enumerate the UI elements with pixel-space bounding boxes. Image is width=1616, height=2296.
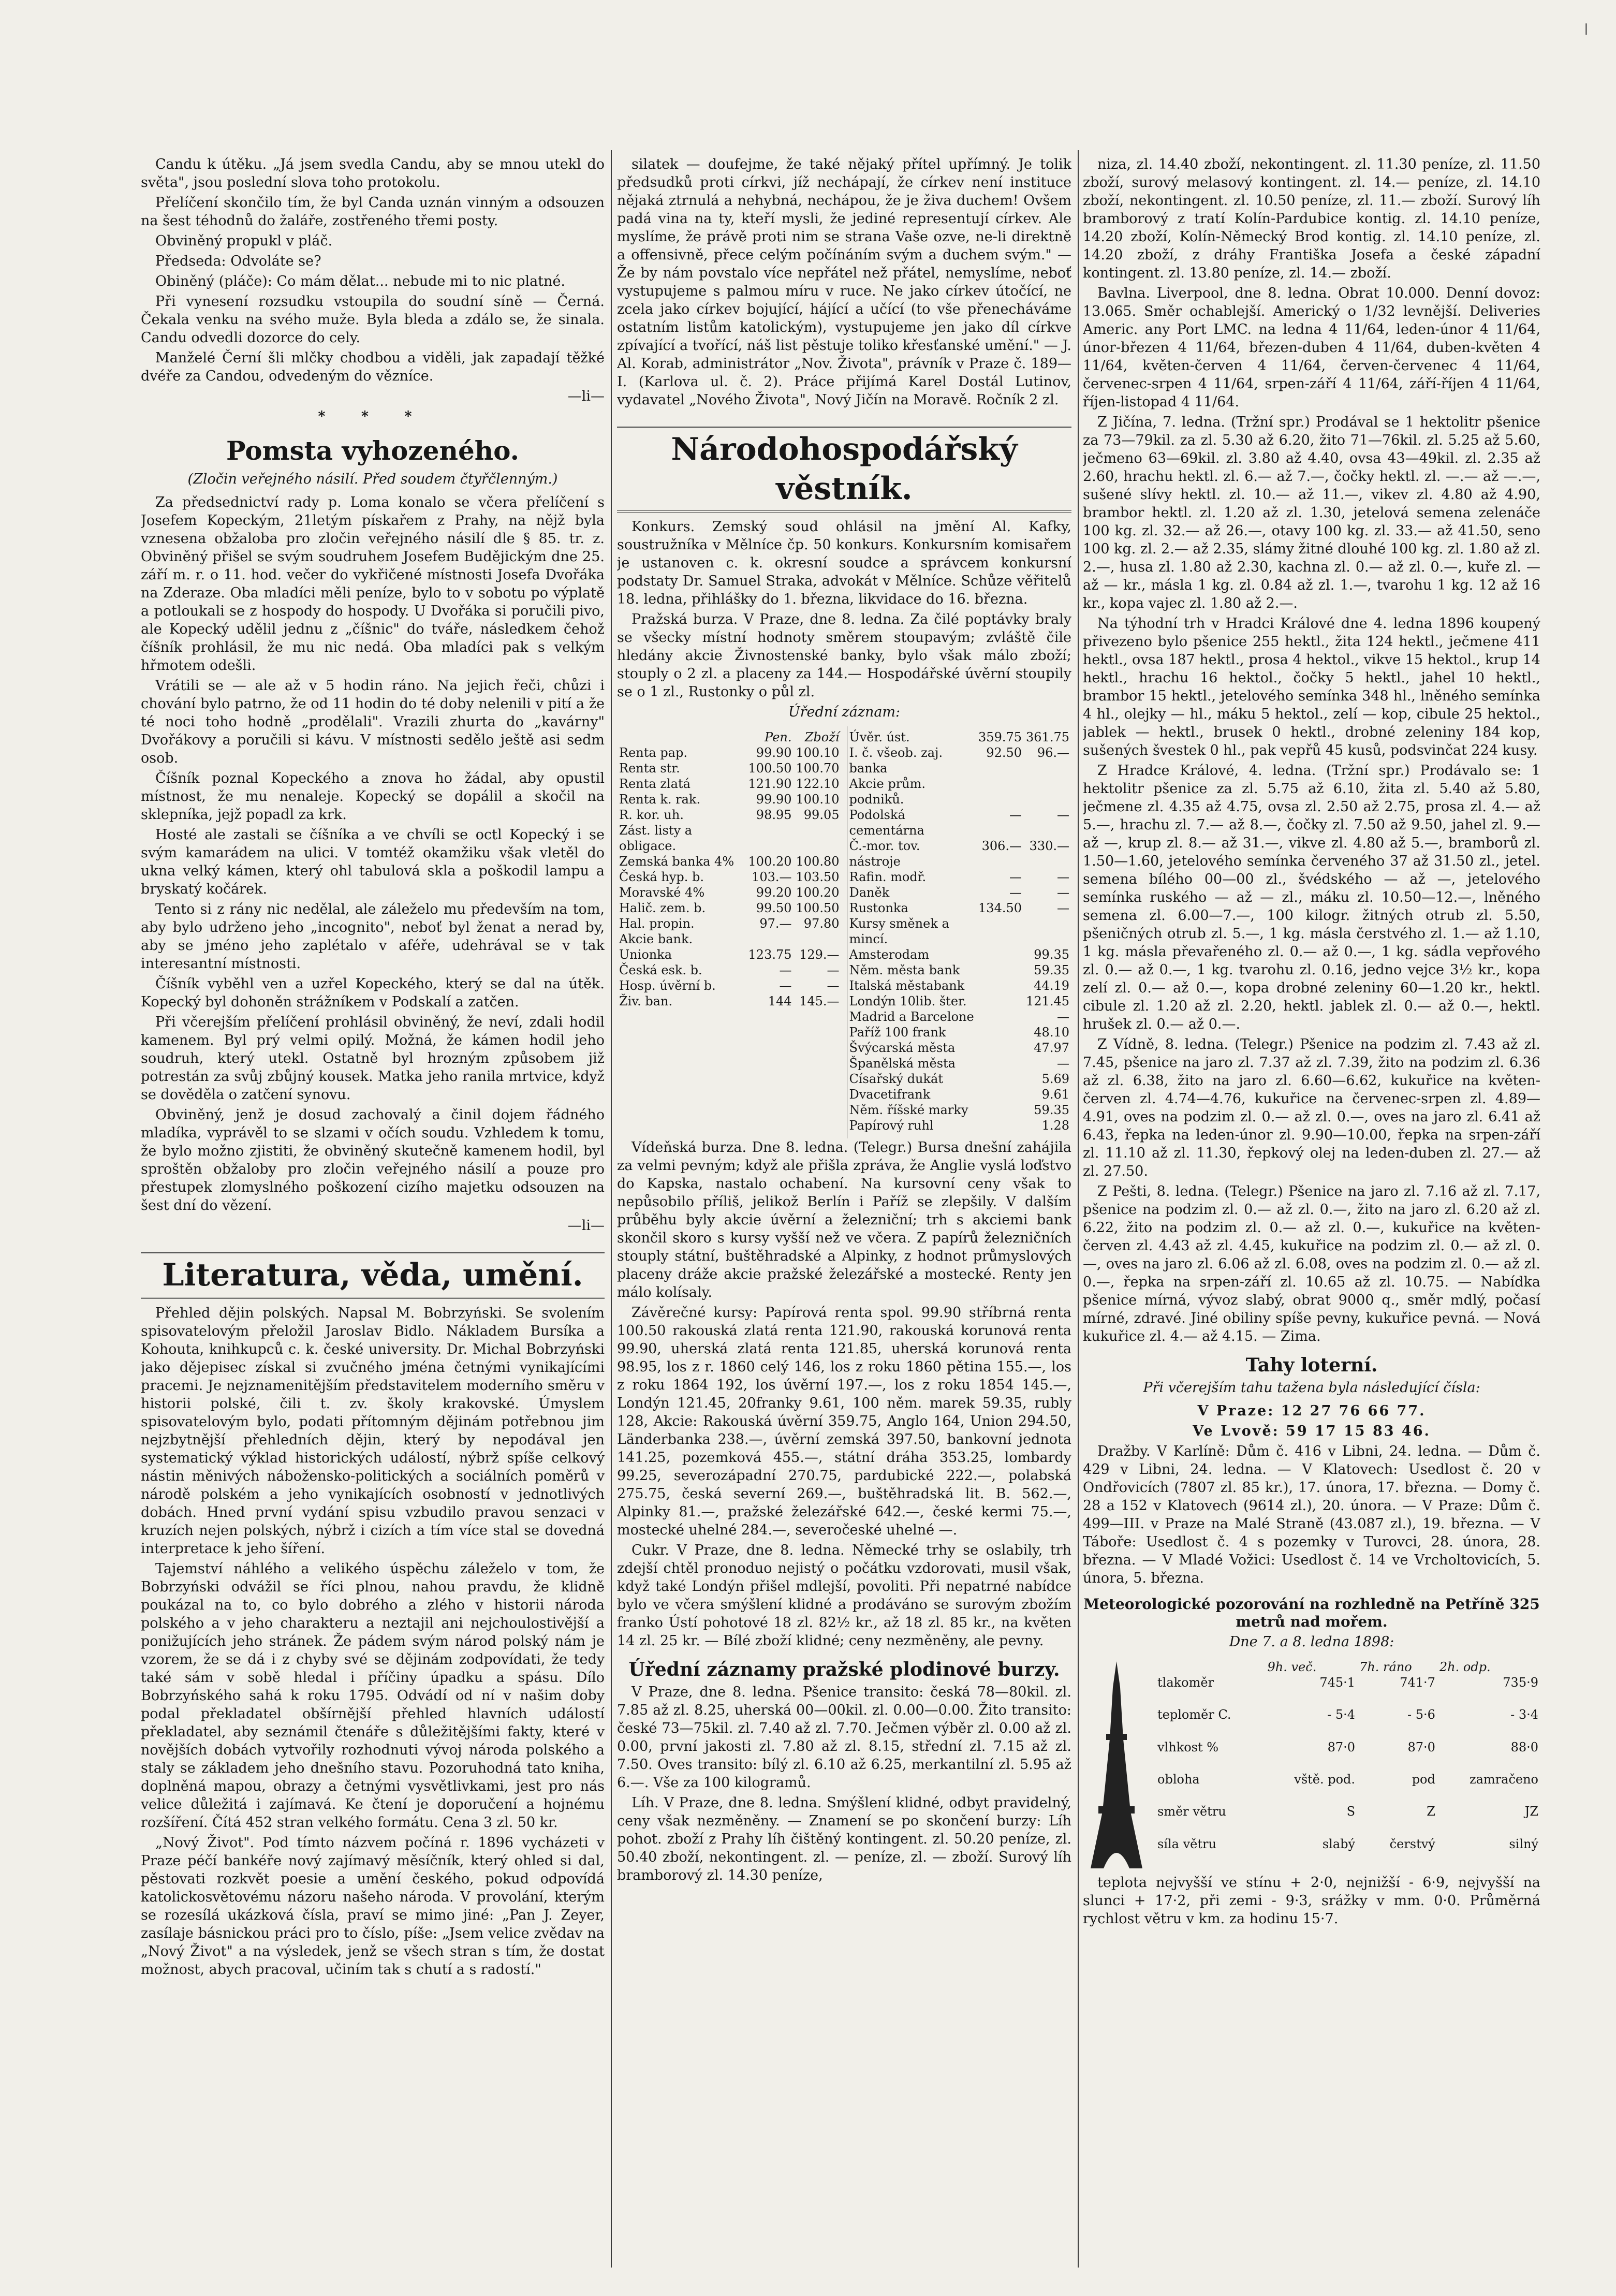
section-title: Literatura, věda, umění. <box>141 1252 605 1299</box>
table-cell <box>976 978 1024 993</box>
table-cell: 47.97 <box>1034 1041 1069 1055</box>
paragraph: Z Hradce Králové, 4. ledna. (Tržní spr.) Prodávalo se: 1 hektolitr pšenice za zl. 5.75 až 6.10, žita zl. 5.40 až 5.80, ječmene zl. 4.35 až 4.75, ovsa zl. 2.50 až 2.75, prosa zl. 4.— až 5.—, hrachu zl. 7.— až 8.—, čočky zl. 7.50 až 9.50, jahel zl. 9.— až —, krup zl. 8.— až 31.—, vikve zl. 4.80 až 5.—, bramborů zl. 1.50—1.60, jetelového semínka červeného 37 až 31.50 zl., jetel. semena bílého 00—00 zl., švédského — až —, jetelového semínka ruského — až — zl., máku zl. 10.50—12.—, lněného semena zl. 6.00—7.—, 100 kilogr. žitných otrub zl. 5.50, pšeničných otrub zl. 5.—, 1 kg. másla čerstvého zl. 1.— až 1.10, 1 kg. másla převařeného zl. 0.— až 0.—, 1 kg. sádla vepřového zl. 0.— až 0.—, 1 kg. tvarohu zl. 0.16, jedno vejce 3½ kr., kopa zelí zl. 0.— až 0.—, kopa drobné zeleniny 60—1.20 kr., hektl. cibule zl. 1.20 až zl. 2.20, hektl. jablek zl. 0.— až 0.—, hektl. hrušek zl. 0.— až 0.—. <box>1083 763 1540 1032</box>
table-cell: Česká esk. b. <box>619 963 702 977</box>
table-cell: Daněk <box>849 885 890 900</box>
table-cell: 144 <box>768 994 792 1008</box>
table-cell <box>976 993 1024 1009</box>
table-cell: — <box>1009 885 1022 900</box>
table-row <box>1155 1675 1540 1707</box>
table-cell: Úvěr. úst. <box>849 730 910 744</box>
table-cell: Dvacetifrank <box>849 1087 931 1102</box>
table-cell: Italská městabank <box>849 978 965 993</box>
table-row <box>847 1087 1072 1102</box>
signature: —li— <box>567 1218 605 1234</box>
table-row <box>1155 1707 1540 1739</box>
table-cell: 99.90 <box>756 792 792 807</box>
paragraph: V Praze, dne 8. ledna. Pšenice transito: česká 78—80kil. zl. 7.85 až zl. 8.25, uherská 00—00kil. zl. 0.00—0.00. Žito transito: české 73—75kil. zl. 7.40 až zl. 7.70. Ječmen výběr zl. 0.00 až zl. 0.00, první jakosti zl. 7.80 až zl. 8.15, střední zl. 7.15 až zl. 7.50. Oves transito: bílý zl. 6.10 až 6.25, merkantilní zl. 5.95 až 6.—. Vše za 100 kilogramů. <box>617 1684 1071 1791</box>
table-cell: Živ. ban. <box>619 994 673 1008</box>
table-cell: 100.70 <box>796 761 840 776</box>
column-header: Zboží <box>804 730 840 744</box>
table-row <box>617 947 842 962</box>
table-row <box>847 807 1072 838</box>
stock-table-left <box>617 726 842 1138</box>
table-cell: 97.— <box>759 916 792 931</box>
table-cell: - 3·4 <box>1510 1707 1538 1722</box>
table-cell <box>976 1118 1024 1133</box>
paragraph: Líh. V Praze, dne 8. ledna. Smýšlení klidné, odbyt pravidelný, ceny však nezměněny. — Znamení se po skončení burzy: Líh pohot. zboží z Prahy líh čištěný kontingent. zl. 50.20 peníze, zl. 50.40 zboží, nekontingent. zl. — peníze, zl. — zboží. Surový líh bramborový zl. 14.30 peníze, <box>617 1795 1071 1883</box>
table-cell: Londýn 10lib. šter. <box>849 994 967 1008</box>
table-cell: 359.75 <box>978 730 1022 744</box>
column-header <box>1155 1659 1266 1675</box>
table-cell: Česká hyp. b. <box>619 870 704 884</box>
table-cell: čerstvý <box>1389 1836 1435 1851</box>
table-cell <box>1024 916 1071 947</box>
table-cell: 100.50 <box>748 761 792 776</box>
table-cell: 98.95 <box>756 808 792 822</box>
table-cell: — <box>1057 1056 1069 1071</box>
table-row <box>847 1040 1072 1056</box>
paragraph: Cukr. V Praze, dne 8. ledna. Německé trhy se oslabily, trh zdejší chtěl pronoduo nejistý o počátku vzdorovati, musil však, když také Londýn přišel mdlejší, povoliti. Při nepatrné nabídce bylo ve včera smýšlení klidné a prodáváno se surovým zbožím franko Ústí pohotové 18 zl. 82½ kr., až 18 zl. 85 kr., na květen 14 zl. 25 kr. — Bílé zboží klidné; ceny nezměněny, ale pevny. <box>617 1542 1071 1649</box>
table-cell: Akcie bank. <box>619 932 693 946</box>
paragraph: Číšník poznal Kopeckého a znova ho žádal, aby opustil místnost, že mu nenaleje. Kopecký se dopálil a skočil na sklepníka, jejž popadl za krk. <box>141 770 605 823</box>
section-separator: * * * <box>318 408 428 425</box>
paragraph: Bavlna. Liverpool, dne 8. ledna. Obrat 10.000. Denní dovoz: 13.065. Směr ochablejší. Americký o 1/32 levnější. Deliveries Americ. any Port LMC. na ledna 4 11/64, leden-únor 4 11/64, únor-březen 4 11/64, březen-duben 4 11/64, duben-květen 4 11/64, květen-červen 4 11/64, červen-červenec 4 11/64, červenec-srpen 4 11/64, srpen-září 4 11/64, září-říjen 4 11/64, říjen-listopad 4 11/64. <box>1083 285 1540 410</box>
paragraph: Manželé Černí šli mlčky chodbou a viděli, jak zapadají těžké dvéře za Candou, odvedeným do vězníce. <box>141 350 605 384</box>
paragraph: Předseda: Odvoláte se? <box>155 253 321 269</box>
table-cell: 121.45 <box>1026 994 1069 1008</box>
table-cell: — <box>779 963 792 977</box>
table-header-row <box>617 729 842 745</box>
table-cell: 100.10 <box>796 792 840 807</box>
table-cell: Papírový ruhl <box>849 1118 934 1133</box>
table-cell <box>794 823 842 854</box>
meteo-date: Dne 7. a 8. ledna 1898: <box>1229 1634 1394 1650</box>
table-cell: 103.50 <box>796 870 840 884</box>
table-cell: Renta pap. <box>619 745 687 760</box>
table-row <box>617 900 842 916</box>
table-cell: 88·0 <box>1510 1739 1538 1754</box>
table-cell: 99.20 <box>756 885 792 900</box>
paragraph: Obviněný propukl v pláč. <box>155 233 333 249</box>
paragraph: Z Jičína, 7. ledna. (Tržní spr.) Prodával se 1 hektolitr pšenice za 73—79kil. za zl. 5.30 až 6.20, žito 71—76kil. zl. 5.25 až 5.60, ječmeno 63—69kil. zl. 3.80 až 4.40, ovsa 43—49kil. zl. 2.35 až 2.60, hrachu hektl. zl. 6.— až 7.—, čočky hektl. zl. —.— až —.—, sušené slívy hektl. zl. 10.— až 11.—, vikev zl. 4.80 až 4.90, brambor hektl. zl. 1.20 až zl. 1.30, jetelová semena zelenáče 100 kg. zl. 32.— až 26.—, otavy 100 kg. zl. 33.— až 41.50, seno 100 kg. zl. 2.— až 2.35, slámy žitné dlouhé 100 kg. zl. 1.80 až zl. 2.—, husa zl. 1.80 až 2.30, kachna zl. 0.— až zl. 0.—, kuře zl. — až — kr., másla 1 kg. zl. 0.84 až zl. 1.—, tvarohu 1 kg. 12 až 16 kr., kopa vajec zl. 1.80 až 2.—. <box>1083 414 1540 611</box>
table-cell: 100.20 <box>796 885 840 900</box>
table-row <box>617 776 842 792</box>
table-cell: vště. pod. <box>1294 1772 1356 1787</box>
table-cell: 59.35 <box>1034 963 1069 977</box>
column-1 <box>141 155 605 2278</box>
table-cell: - 5·6 <box>1407 1707 1435 1722</box>
table-row <box>617 761 842 776</box>
table-cell <box>1024 776 1071 807</box>
table-cell: - 5·4 <box>1327 1707 1356 1722</box>
paragraph: Číšník vyběhl ven a uzřel Kopeckého, který se dal na útěk. Kopecký byl dohoněn strážníkem v Podskalí a zatčen. <box>141 976 605 1010</box>
table-cell: Unionka <box>619 947 672 962</box>
table-cell: 99.50 <box>756 901 792 915</box>
paragraph: Přehled dějin polských. Napsal M. Bobrzyński. Se svolením spisovatelovým přeložil Jaroslav Bidlo. Nákladem Bursíka a Kohouta, knihkupců c. k. české university. Dr. Michal Bobrzyński jako dějepisec získal si zvučného jména četnými vynikajícími pracemi. Je nejznamenitějším představitelem moderního směru v historii polské, čili t. zv. školy krakovské. Úmyslem spisovatelovým bylo, podati přítomným dějinám potřebnou jim nejzbytnější přehledních dějin, který by nepodával jen systematický výklad historických událostí, nýbrž spíše celkový nástin měnivých nábožensko-politických a sociálních poměrů v národě polském a jeho vynikajících osobností v jednotlivých dobách. Hned první vydání spisu vzbudilo pravou senzaci v kruzích nejen polských, nýbrž i cizích a tím více stal se dovedná interpretace k jeho šíření. <box>141 1305 605 1557</box>
table-cell: Halič. zem. b. <box>619 901 706 915</box>
table-title: Úřední záznam: <box>788 704 901 720</box>
table-cell <box>976 1087 1024 1102</box>
stock-table <box>617 729 842 1009</box>
table-row <box>847 885 1072 900</box>
table-cell: — <box>1057 901 1069 915</box>
table-row <box>847 993 1072 1009</box>
paragraph: Na týhodní trh v Hradci Králové dne 4. ledna 1896 koupený přivezeno bylo pšenice 255 hektl., žita 124 hektl., ječmene 411 hektl., ovsa 187 hektl., prosa 4 hektol., vikve 15 hektol., krup 14 hektl., hrachu 16 hektol., čočky 5 hektl., jahel 10 hektl., brambor 15 hektl., jetelového semínka 348 hl., lněného semínka 4 hl., olejky — hl., máku 5 hektol., zelí — kop, cibule 25 hektol., jablek — hektl., brusek 0 hektl., drobné zeleniny 184 kop, sušených švestek 0 hl., pak vepřů 45 kusů, podsvinčat 224 kusy. <box>1083 616 1540 758</box>
table-cell: Akcie prům. podniků. <box>849 777 926 807</box>
table-cell: 99.90 <box>756 745 792 760</box>
paragraph: Tajemství náhlého a velikého úspěchu záleželo v tom, že Bobrzyński odvážil se říci plnou, nahou pravdu, že klidně poukázal na to, co bylo dobrého a zlého v historii národa polského a v jeho charakteru a neztajil ani nejchoulostivější a ponižujících jeho stránek. Že pádem svým národ polský nám je vzorem, že se dá i z chyby své se dějinám zodpovídati, že tedy také sám v sobě hledal i příčiny úpadku a spásu. Dílo Bobrzyńského sahá k roku 1795. Odvádí od ní v našim doby podal překladatel obšírnější přehled hlavních událostí překladatel, aby seznámil čtenáře s důležitějšími fakty, které v novějších dobách vytvořily rozhodnuti vývoj národa polského a staly se základem jeho dnešního stavu. Pozoruhodná tato kniha, doplněná mapou, obrazy a četnými vysvětlivkami, jest pro nás velice důležitá i zajímavá. Ke čtení je doporučení a hojnému rozšíření. Čítá 452 stran velkého formátu. Cena 3 zl. 50 kr. <box>141 1561 605 1831</box>
paragraph: Konkurs. Zemský soud ohlásil na jmění Al. Kafky, soustružníka v Mělníce čp. 50 konkurs. Konkursním komisařem je ustanoven c. k. okresní soudce a správcem konkursní podstaty Dr. Samuel Straka, advokát v Mělníce. Schůze věřitelů 18. ledna, přihlášky do 1. března, likvidace do 16. března. <box>617 519 1071 607</box>
column-rule <box>611 150 612 2268</box>
table-cell: slabý <box>1322 1836 1356 1851</box>
table-row <box>847 962 1072 978</box>
table-cell: — <box>1009 808 1022 822</box>
table-cell: zamračeno <box>1469 1772 1538 1787</box>
paragraph: Vrátili se — ale až v 5 hodin ráno. Na jejich řeči, chůzi i chování bylo patrno, že od 11 hodin do té doby nelenili v pití a že té noci toho hodně „prodělali". Vrazili zhurta do „kavárny" Dvořákovy a poručili si kávu. V místnosti sedělo ještě asi sedm osob. <box>141 678 605 766</box>
table-cell: I. č. všeob. zaj. banka <box>849 745 943 776</box>
table-cell: — <box>1057 870 1069 884</box>
table-cell <box>976 1071 1024 1087</box>
table-row <box>847 1071 1072 1087</box>
table-row <box>1155 1772 1540 1804</box>
column-rule <box>1078 150 1079 2268</box>
table-row <box>1155 1804 1540 1836</box>
table-cell <box>794 931 842 947</box>
table-row <box>847 869 1072 885</box>
table-cell: teploměr C. <box>1157 1707 1231 1722</box>
table-cell: 92.50 <box>986 745 1022 760</box>
column-header <box>617 729 746 745</box>
column-2 <box>617 155 1071 2278</box>
article-title: Pomsta vyhozeného. <box>226 435 519 466</box>
table-row <box>617 745 842 761</box>
table-cell: Moravské 4% <box>619 885 705 900</box>
column-header: 9h. več. <box>1267 1660 1317 1674</box>
table-cell: — <box>827 963 840 977</box>
table-row <box>847 916 1072 947</box>
table-cell: Rafin. modř. <box>849 870 927 884</box>
table-row <box>617 993 842 1009</box>
meteo-notes: teplota nejvyšší ve stínu + 2·0, nejnižší - 6·9, nejvyšší na slunci + 17·2, při zemi - 9·3, srážky v mm. 0·0. Průměrná rychlost větru v km. za hodinu 15·7. <box>1083 1875 1540 1927</box>
table-cell: 330.— <box>1029 839 1069 853</box>
paragraph: Vídeňská burza. Dne 8. ledna. (Telegr.) Bursa dnešní zahájila za velmi pevným; když ale přišla zpráva, že Anglie vyslá loďstvo do Kapska, nastalo ochabení. Na kursovní ceny však to nepůsobilo příliš, jelikož Berlín i Paříž se zlepšily. V dalším průběhu byly akcie úvěrní a železniční; trh s akciemi bank skončil skoro s kursy vyšší než ve včera. Z papírů železničních stouply státní, buštěhradské a Alpinky, z hodnot průmyslových placeny dráže akcie pražské železářské a mostecké. Renty jen málo kolísaly. <box>617 1139 1071 1300</box>
table-cell: — <box>827 978 840 993</box>
table-row <box>617 885 842 900</box>
table-cell: Renta k. rak. <box>619 792 701 807</box>
table-cell: JZ <box>1524 1804 1538 1819</box>
column-header: 7h. ráno <box>1359 1660 1412 1674</box>
table-cell: Císařský dukát <box>849 1072 943 1086</box>
table-cell: Hosp. úvěrní b. <box>619 978 716 993</box>
table-cell: Z <box>1427 1804 1435 1819</box>
table-row <box>617 807 842 823</box>
table-cell: 87·0 <box>1407 1739 1435 1754</box>
table-cell <box>976 962 1024 978</box>
table-cell: Hal. propin. <box>619 916 695 931</box>
table-cell: Paříž 100 frank <box>849 1025 946 1040</box>
signature: —li— <box>567 388 605 404</box>
table-row <box>617 854 842 869</box>
table-cell: silný <box>1509 1836 1538 1851</box>
meteo-title: Meteorologické pozorování na rozhledně na Petříně 325 metrů nad mořem. <box>1083 1596 1540 1630</box>
paragraph: silatek — doufejme, že také nějaký přítel upřímný. Je tolik předsudků proti církvi, jíž nechápají, že církev není instituce nějaká ztrnulá a nehybná, nechápou, že je živa duchem! Ovšem padá vina na ty, kteří mysli, že jediné representují církev. Ale myslíme, že právě proti nim se strana Vaše ozve, ne-li direktně a offensivně, přece celým počínáním svým a duchem svým." — Že by nám povstalo více nepřátel než přátel, nemyslíme, neboť vystupujeme s palmou míru v ruce. Ne jako církev útočící, ne zcela jako církev bojující, hájící a učící (to vše přenecháváme ostatním listům katolickým), vystupujeme jen jako díl církve zpívající a tvořící, náš list pěstuje toliko křesťanské umění." — J. Al. Korab, administrátor „Nov. Života", právník v Praze č. 189—I. (Karlova ul. č. 2). Práce přijímá Karel Dostál Lutinov, vydavatel „Nového Života", Nový Jičín na Moravě. Ročník 2 zl. <box>617 156 1071 408</box>
table-row <box>1155 1836 1540 1868</box>
table-row <box>847 947 1072 962</box>
table-cell: Kursy směnek a mincí. <box>849 916 949 946</box>
table-cell: Madrid a Barcelone <box>849 1010 974 1024</box>
article-subtitle: (Zločin veřejného násilí. Před soudem čtyřčlenným.) <box>187 471 558 487</box>
table-cell: R. kor. uh. <box>619 808 684 822</box>
table-cell <box>976 776 1024 807</box>
table-cell: 87·0 <box>1327 1739 1356 1754</box>
table-cell: vlhkost % <box>1157 1739 1219 1754</box>
table-cell: 741·7 <box>1400 1675 1435 1690</box>
table-cell: 99.05 <box>803 808 840 822</box>
paragraph: Dražby. V Karlíně: Dům č. 416 v Libni, 24. ledna. — Dům č. 429 v Libni, 24. ledna. — V Klatovech: Usedlost č. 20 v Ondřovicích (7807 zl. 85 kr.), 17. února, 17. března. — Domy č. 28 a 152 v Klatovech (9614 zl.), 20. února. — V Praze: Dům č. 499—III. v Praze na Malé Straně (43.087 zl.), 19. března. — V Táboře: Usedlost č. 4 s pozemky v Turovci, 28. února, 28. března. — V Mladé Vožici: Usedlost č. 14 ve Vrcholtovicích, 5. února, 5. března. <box>1083 1443 1540 1586</box>
table-cell: 100.20 <box>748 854 792 869</box>
stock-tables <box>617 726 1071 1138</box>
table-cell <box>976 1025 1024 1040</box>
table-cell: Švýcarská města <box>849 1041 956 1055</box>
paragraph: Candu k útěku. „Já jsem svedla Candu, aby se mnou utekl do světa", jsou poslední slova toho protokolu. <box>141 156 605 191</box>
page-edge-mark: ǀ <box>1584 21 1589 39</box>
table-cell: 123.75 <box>748 947 792 962</box>
table-cell: Renta str. <box>619 761 680 776</box>
paragraph: Obiněný (pláče): Co mám dělat... nebude mi to nic platné. <box>155 273 566 289</box>
lottery-numbers-lvov: Ve Lvově: 59 17 15 83 46. <box>1193 1423 1431 1439</box>
paragraph: „Nový Život". Pod tímto názvem počíná r. 1896 vycházeti v Praze péčí bankéře nový zajímavý měsíčník, který ohled si dal, pěstovati rozkvět poesie a umění českého, pokud odpovídá katolickosvětovému názoru našeho národa. V provolání, kterým se rozesílá ukázková čísla, praví se mimo jiné: „Pan J. Zeyer, zasílaje básnickou práci pro to číslo, píše: „Jsem velice zvědav na „Nový Život" a na výsledek, jenž se všech stran s tím, že dostat možnost, abych pracoval, učiním tak s chutí a s radostí." <box>141 1835 605 1978</box>
table-cell: Rustonka <box>849 901 908 915</box>
table-cell: 99.35 <box>1034 947 1069 962</box>
table-cell: 735·9 <box>1503 1675 1538 1690</box>
paragraph: Z Vídně, 8. ledna. (Telegr.) Pšenice na podzim zl. 7.43 až zl. 7.45, pšenice na jaro zl. 7.37 až zl. 7.39, žito na podzim zl. 6.36 až zl. 6.38, žito na jaro zl. 6.60—6.62, kukuřice na květen-červen zl. 4.74—4.76, kukuřice na červenec-srpen zl. 4.89—4.91, oves na podzim zl. 0.— až zl. 0.—, oves na jaro zl. 6.41 až 6.43, řepka na leden-únor zl. 9.90—10.00, řepka na srpen-září zl. 11.10 až zl. 11.30, řepkový olej na leden-duben zl. 27.— až zl. 27.50. <box>1083 1036 1540 1179</box>
table-cell: obloha <box>1157 1772 1200 1787</box>
table-header-row <box>1155 1659 1540 1675</box>
table-cell: 121.90 <box>748 777 792 791</box>
table-cell: 59.35 <box>1034 1103 1069 1117</box>
table-cell <box>976 916 1024 947</box>
table-cell: 96.— <box>1037 745 1069 760</box>
table-cell <box>746 823 794 854</box>
table-cell <box>976 1056 1024 1071</box>
table-row <box>847 838 1072 869</box>
paragraph: Přelíčení skončilo tím, že byl Canda uznán vinným a odsouzen na šest téhodnů do žaláře, zostřeného třemi posty. <box>141 195 605 229</box>
table-cell: směr větru <box>1157 1804 1226 1819</box>
column-header: 2h. odp. <box>1439 1660 1491 1674</box>
table-row <box>847 1056 1072 1071</box>
table-cell: — <box>779 978 792 993</box>
table-cell: Zemská banka 4% <box>619 854 734 869</box>
paragraph: Závěrečné kursy: Papírová renta spol. 99.90 stříbrná renta 100.50 rakouská zlatá renta 121.90, rakouská korunová renta 99.90, uherská zlatá renta 121.85, uherská korunová renta 98.95, los z r. 1860 celý 146, los z roku 1860 pětina 155.—, los z roku 1864 192, los úvěrní 197.—, los z roku 1854 145.—, Londýn 121.45, 20franky 9.61, 100 něm. marek 59.35, rubly 128, Akcie: Rakouská úvěrní 359.75, Anglo 164, Union 294.50, Länderbanka 238.—, úvěrní zemská 397.50, bankovní jednota 141.25, pozemková 455.—, státní dráha 353.25, lombardy 99.25, severozápadní 270.75, pardubické 222.—, polabská 275.75, česká severní 269.—, buštěhradská lit. B. 562.—, Alpinky 81.—, pražské železářské 642.—, české kermi 75.—, mostecké uhelné 284.—, severočeské uhelné —. <box>617 1305 1071 1538</box>
table-cell: 745·1 <box>1319 1675 1356 1690</box>
table-cell: 103.— <box>752 870 792 884</box>
paragraph: Tento si z rány nic nedělal, ale záleželo mu především na tom, aby bylo udrženo jeho „incognito", neboť byl ženat a nerad by, aby se jméno jeho zaplétalo v aféře, udehrával se v tak interesantní místnosti. <box>141 901 605 972</box>
table-cell: Něm. města bank <box>849 963 960 977</box>
table-row <box>847 978 1072 993</box>
table-row <box>617 869 842 885</box>
table-row <box>617 962 842 978</box>
table-cell: Renta zlatá <box>619 777 691 791</box>
subsection-title: Úřední záznamy pražské plodinové burzy. <box>628 1659 1060 1680</box>
table-row <box>847 1102 1072 1118</box>
table-cell: — <box>1057 885 1069 900</box>
table-cell: 306.— <box>981 839 1022 853</box>
table-row <box>1155 1739 1540 1772</box>
table-cell: — <box>1009 870 1022 884</box>
table-cell: Amsterodam <box>849 947 930 962</box>
table-cell: Zást. listy a obligace. <box>619 823 693 853</box>
table-cell: Španělská města <box>849 1056 956 1071</box>
paragraph: Pražská burza. V Praze, dne 8. ledna. Za čilé poptávky braly se všecky místní hodnoty směrem stoupavým; zvláště čile hledány akcie Živnostenské banky, bylo však málo zboží; stouply o 2 zl. a placeny za 144.— Hospodářské úvěrní stoupily se o 1 zl., Rustonky o půl zl. <box>617 611 1071 700</box>
paragraph: niza, zl. 14.40 zboží, nekontingent. zl. 11.30 peníze, zl. 11.50 zboží, surový melasový kontingent. zl. 14.— peníze, zl. 14.10 zboží, nekontingent. zl. 10.50 peníze, zl. 11.— zboží. Surový líh bramborový z tratí Kolín-Pardubice kontig. zl. 14.10 peníze, 14.20 zboží, Kolín-Německý Brod kontig. zl. 14.10 peníze, zl. 14.20 zboží, z dráhy Františka Josefa a české západní kontingent. zl. 13.80 peníze, zl. 14.— zboží. <box>1083 156 1540 281</box>
lottery-title: Tahy loterní. <box>1245 1354 1378 1376</box>
table-cell: 134.50 <box>978 901 1022 915</box>
table-cell: 97.80 <box>803 916 840 931</box>
table-row <box>617 916 842 931</box>
table-cell: S <box>1346 1804 1356 1819</box>
stock-table <box>847 729 1072 1133</box>
paragraph: Z Pešti, 8. ledna. (Telegr.) Pšenice na jaro zl. 7.16 až zl. 7.17, pšenice na podzim zl. 0.— až zl. 0.—, žito na jaro zl. 6.20 až zl. 6.22, žito na podzim zl. 0.— až zl. 0.—, kukuřice na květen-červen zl. 4.43 až zl. 4.45, kukuřice na podzim zl. 0.— až zl. 0.—, oves na jaro zl. 6.06 až zl. 6.08, oves na podzim zl. 0.— až zl. 0.—, řepka na srpen-září zl. 10.65 až zl. 10.75. — Nabídka pšenice mírná, vývoz slabý, obrat 9000 q., směr mdlý, počasí mírné, zdravé. Jiné obiliny spíše pevny, kukuřice pevná. — Nová kukuřice zl. 4.— až 4.15. — Zima. <box>1083 1183 1540 1344</box>
table-cell: 100.50 <box>796 901 840 915</box>
table-cell: — <box>1057 808 1069 822</box>
table-row <box>847 776 1072 807</box>
table-cell <box>976 1040 1024 1056</box>
table-cell: 145.— <box>799 994 840 1008</box>
meteo-table <box>1155 1659 1540 1868</box>
table-row <box>617 931 842 947</box>
table-row <box>847 900 1072 916</box>
table-row <box>617 823 842 854</box>
paragraph: Za předsednictví rady p. Loma konalo se včera přelíčení s Josefem Kopeckým, 21letým pískařem z Prahy, na nějž byla vznesena obžaloba pro zločin veřejného násilí dle § 85. tr. z. Obviněný přišel se svým soudruhem Josefem Budějickým dne 25. září m. r. o 11. hod. večer do vykřičené místnosti Josefa Dvořáka na Zderaze. Oba mladíci měli peníze, bylo to v sobotu po výplatě a potloukali se z hospody do hospody. U Dvořáka si poručili pivo, ale Kopecký udělil jednu z „číšnic" do tváře, následkem čehož číšník prohlásil, že mu nic nedá. Oba mladíci pak s velkým hřmotem odešli. <box>141 494 605 674</box>
table-cell <box>976 947 1024 962</box>
table-cell: Něm. říšské marky <box>849 1103 968 1117</box>
table-cell: síla větru <box>1157 1836 1216 1851</box>
table-cell: 9.61 <box>1041 1087 1069 1102</box>
table-cell: 100.80 <box>796 854 840 869</box>
meteo-block <box>1083 1656 1540 1874</box>
table-cell: 48.10 <box>1034 1025 1069 1040</box>
table-cell: tlakoměr <box>1157 1675 1214 1690</box>
table-row <box>847 745 1072 776</box>
table-cell: 129.— <box>799 947 840 962</box>
table-row <box>617 792 842 807</box>
paragraph: Při včerejším přelíčení prohlásil obviněný, že neví, zdali hodil kamenem. Byl prý velmi opilý. Možná, že kámen hodil jeho soudruh, který utekl. Ostatně byl hrozným způsobem již potrestán za svůj zbůjný kousek. Matka jeho ranila mrtvice, když se dověděla o zatčení synovu. <box>141 1014 605 1103</box>
table-cell: 1.28 <box>1041 1118 1069 1133</box>
table-cell: — <box>1057 1010 1069 1024</box>
table-cell: Podolská cementárna <box>849 808 924 838</box>
paragraph: Při vynesení rozsudku vstoupila do soudní síně — Černá. Čekala venku na svého muže. Byla bleda a zdálo se, že sinala. Candu odvedli dozorce do cely. <box>141 294 605 346</box>
lottery-numbers-praha: V Praze: 12 27 76 66 77. <box>1197 1403 1426 1419</box>
petrin-tower-illustration <box>1083 1656 1150 1874</box>
table-cell: 100.10 <box>796 745 840 760</box>
table-cell: 5.69 <box>1041 1072 1069 1086</box>
table-cell <box>976 1102 1024 1118</box>
table-cell: 361.75 <box>1026 730 1069 744</box>
table-row <box>847 1025 1072 1040</box>
table-cell <box>746 931 794 947</box>
section-title: Národohospodářský věstník. <box>617 427 1071 513</box>
table-cell: 44.19 <box>1034 978 1069 993</box>
paragraph: Obviněný, jenž je dosud zachovalý a činil dojem řádného mladíka, vyprávěl to se slzami v očích soudu. Vzhledem k tomu, že bylo možno zjistiti, že obviněný skutečně kamenem hodil, byl sproštěn obžaloby pro zločin veřejného násilí a pouze pro přestupek zlomyslného poškození cizího majetku odsouzen na šest dní do vězení. <box>141 1107 605 1213</box>
table-cell: Č.-mor. tov. nástroje <box>849 839 920 869</box>
column-3 <box>1083 155 1540 2278</box>
table-row <box>847 1118 1072 1133</box>
table-cell <box>976 1009 1024 1025</box>
stock-table-right <box>847 726 1072 1138</box>
table-row <box>617 978 842 993</box>
table-row <box>847 1009 1072 1025</box>
lottery-intro: Při včerejším tahu tažena byla následující čísla: <box>1143 1380 1480 1396</box>
table-row <box>847 729 1072 745</box>
table-cell: pod <box>1412 1772 1435 1787</box>
paragraph: Hosté ale zastali se číšníka a ve chvíli se octl Kopecký i se svým kamarádem na ulici. V tomtéž okamžiku však vletěl do ukna velký kámen, který ohl tabulová skla a poškodil lampu a bryskatý kočárek. <box>141 827 605 897</box>
table-cell: 122.10 <box>796 777 840 791</box>
column-header: Pen. <box>765 730 792 744</box>
